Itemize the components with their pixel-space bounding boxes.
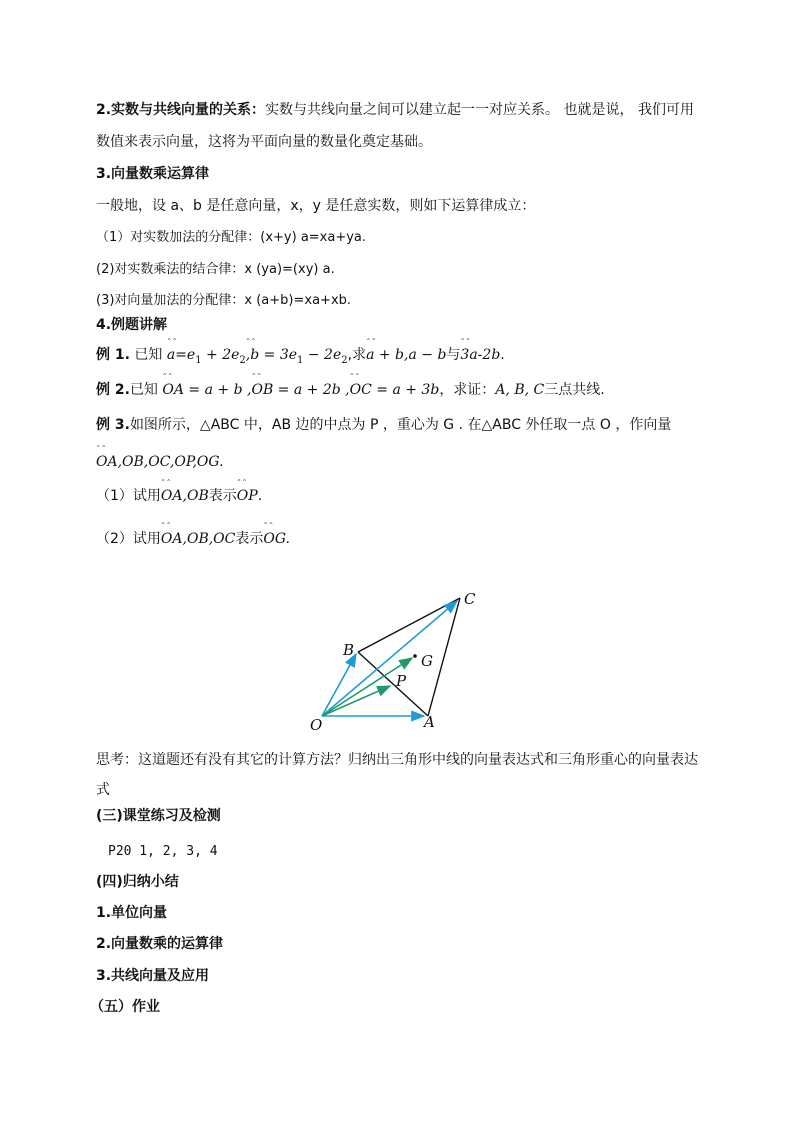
ex1-sub4: 2	[341, 355, 348, 366]
ex1-end: .	[500, 347, 505, 363]
question-1	[96, 486, 262, 506]
vec-b: ˆˆ ,b	[246, 345, 259, 365]
ex2-r2: = a + 2b ,	[273, 382, 350, 398]
example-2-label: 例 2.	[96, 382, 130, 398]
example-3	[96, 415, 671, 435]
ex1-expr1: ˆˆ a + b,a − b	[366, 345, 446, 365]
edge-BA	[358, 652, 428, 716]
label-P: P	[396, 672, 407, 690]
ex1-sub1: 1	[195, 355, 202, 366]
label-B: B	[343, 641, 355, 659]
section-homework-title: （五）作业	[90, 999, 160, 1015]
section-summary-title: (四)归纳小结	[96, 874, 179, 890]
q2-vectors: ˆˆ OA,OB,OC	[161, 529, 235, 549]
triangle-figure	[0, 580, 794, 740]
example-3-text: 如图所示，△ABC 中，AB 边的中点为 P ，重心为 G . 在△ABC 外任取一点 O ，作向量	[129, 417, 672, 433]
q1-pre: （1）试用	[96, 488, 161, 504]
vector-OP	[322, 686, 390, 716]
example-3-vectors	[96, 452, 224, 472]
law-1: （1）对实数加法的分配律：(x+y) a=xa+ya.	[96, 230, 367, 245]
ex2-r3: = a + 3b	[371, 382, 440, 398]
ex2-post: ，求证：	[439, 382, 496, 398]
sec2-line1	[96, 100, 694, 120]
ex1-q: ,求	[347, 347, 367, 363]
label-O: O	[310, 716, 323, 734]
q1-end: .	[257, 488, 263, 504]
example-1	[96, 345, 505, 371]
summary-item-1: 1.单位向量	[96, 905, 168, 921]
question-2	[96, 529, 290, 549]
ex2-points: A, B, C	[495, 382, 545, 398]
ex1-eq2: = 3e	[259, 347, 298, 363]
q1-mid: 表示	[208, 488, 237, 504]
label-C: C	[464, 590, 476, 608]
law-3: (3)对向量加法的分配律：x (a+b)=xa+xb.	[96, 293, 352, 308]
label-A: A	[424, 713, 435, 731]
edge-BC	[358, 598, 460, 652]
q2-pre: （2）试用	[96, 531, 161, 547]
summary-item-3: 3.共线向量及应用	[96, 968, 210, 984]
point-G	[413, 654, 417, 658]
ex1-plus: + 2e	[201, 347, 240, 363]
ex2-r1: = a + b ,	[183, 382, 252, 398]
summary-item-2: 2.向量数乘的运算律	[96, 936, 224, 952]
example-3-label: 例 3.	[96, 417, 130, 433]
example-1-label: 例 1.	[96, 347, 130, 363]
vec-OA: ˆˆ OA	[162, 380, 184, 400]
ex1-minus: − 2e	[303, 347, 342, 363]
practice-body: P20 1, 2, 3, 4	[108, 844, 218, 859]
sec2-title: 2.实数与共线向量的关系：	[96, 102, 266, 118]
q2-mid: 表示	[235, 531, 264, 547]
vector-OB	[322, 654, 356, 716]
sec3-title: 3.向量数乘运算律	[96, 166, 210, 182]
vec-OB: ˆˆ OB	[251, 380, 273, 400]
vec-a: ˆˆ a	[167, 345, 175, 365]
vec-OC: ˆˆ OC	[350, 380, 372, 400]
ex1-yu: 与	[446, 347, 461, 363]
q1-vectors: ˆˆ OA,OB	[161, 486, 209, 506]
sec4-title: 4.例题讲解	[96, 317, 168, 333]
sec2-body: 实数与共线向量之间可以建立起一一对应关系。 也就是说， 我们可用	[265, 102, 694, 118]
ex1-sub3: 1	[297, 355, 304, 366]
think-line1: 思考：这道题还有没有其它的计算方法？归纳出三角形中线的向量表达式和三角形重心的向量表达	[96, 752, 698, 768]
example-2	[96, 380, 605, 400]
law-2: (2)对实数乘法的结合律：x (ya)=(xy) a.	[96, 262, 335, 277]
q1-target: ˆˆ OP	[237, 486, 258, 506]
ex1-sub2: 2	[239, 355, 246, 366]
sec3-intro: 一般地，设 a、b 是任意向量，x，y 是任意实数，则如下运算律成立：	[96, 198, 536, 214]
q2-target: ˆˆ OG.	[263, 529, 290, 549]
section-practice-title: (三)课堂练习及检测	[96, 808, 221, 824]
example-2-pre: 已知	[129, 382, 158, 398]
vector-list: ˆˆ OA,OB,OC,OP,OG.	[96, 452, 224, 472]
label-G: G	[421, 652, 433, 670]
sec2-line2: 数值来表示向量，这将为平面向量的数量化奠定基础。	[96, 134, 432, 150]
ex1-expr2: ˆˆ 3a-2b	[460, 345, 500, 365]
ex1-eq1: =e	[175, 347, 196, 363]
think-line2: 式	[96, 782, 110, 798]
ex2-tail: 三点共线.	[544, 382, 605, 398]
example-1-pre: 已知	[134, 347, 163, 363]
